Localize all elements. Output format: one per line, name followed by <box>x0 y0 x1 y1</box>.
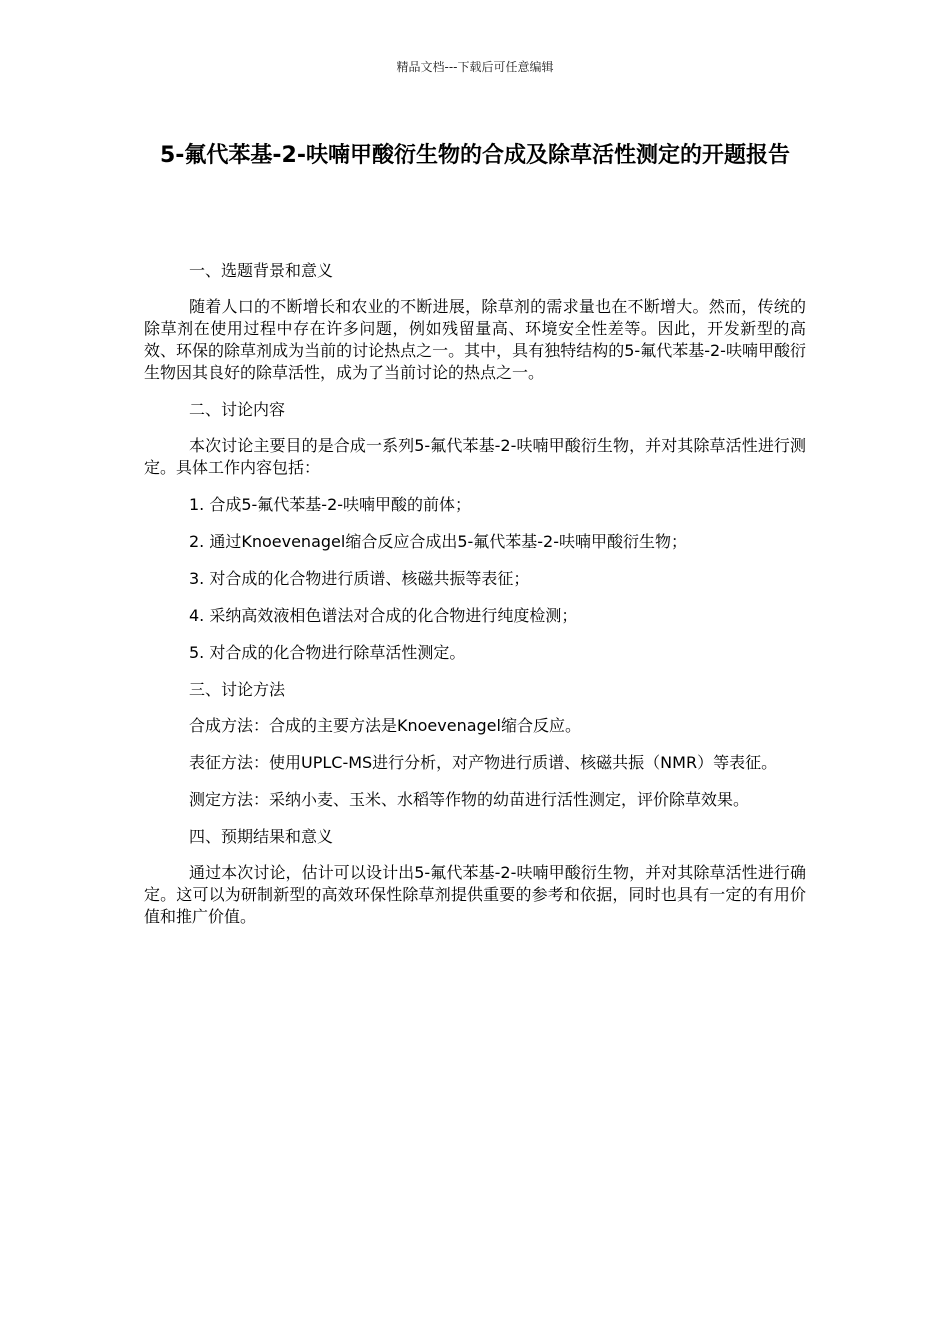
document-body <box>144 260 806 943</box>
paragraph-method-characterization: 表征方法：使用UPLC-MS进行分析，对产物进行质谱、核磁共振（NMR）等表征。 <box>189 753 778 772</box>
section-heading-content: 二、讨论内容 <box>189 400 286 419</box>
list-item: 2. 通过Knoevenagel缩合反应合成出5-氟代苯基-2-呋喃甲酸衍生物； <box>189 532 688 551</box>
list-item: 5. 对合成的化合物进行除草活性测定。 <box>189 643 466 662</box>
document-title: 5-氟代苯基-2-呋喃甲酸衍生物的合成及除草活性测定的开题报告 <box>159 143 790 168</box>
paragraph-method-synthesis: 合成方法：合成的主要方法是Knoevenagel缩合反应。 <box>189 716 581 735</box>
header-note: 精品文档---下载后可任意编辑 <box>396 60 554 74</box>
list-item: 4. 采纳高效液相色谱法对合成的化合物进行纯度检测； <box>189 606 578 625</box>
paragraph-method-assay: 测定方法：采纳小麦、玉米、水稻等作物的幼苗进行活性测定，评价除草效果。 <box>189 790 750 809</box>
section-heading-background: 一、选题背景和意义 <box>189 261 334 280</box>
paragraph-results: 通过本次讨论，估计可以设计出5-氟代苯基-2-呋喃甲酸衍生物，并对其除草活性进行确定。这可以为研制新型的高效环保性除草剂提供重要的参考和依据，同时也具有一定的有用价值和推广价值。 <box>144 863 806 926</box>
section-heading-results: 四、预期结果和意义 <box>189 827 334 846</box>
section-heading-methods: 三、讨论方法 <box>189 680 286 699</box>
paragraph-background: 随着人口的不断增长和农业的不断进展，除草剂的需求量也在不断增大。然而，传统的除草剂在使用过程中存在许多问题，例如残留量高、环境安全性差等。因此，开发新型的高效、环保的除草剂成为当前的讨论热点之一。其中，具有独特结构的5-氟代苯基-2-呋喃甲酸衍生物因其良好的除草活性，成为了当前讨论的热点之一。 <box>144 297 806 382</box>
list-item: 1. 合成5-氟代苯基-2-呋喃甲酸的前体； <box>189 495 472 514</box>
list-item: 3. 对合成的化合物进行质谱、核磁共振等表征； <box>189 569 530 588</box>
paragraph-content-intro: 本次讨论主要目的是合成一系列5-氟代苯基-2-呋喃甲酸衍生物，并对其除草活性进行测定。具体工作内容包括： <box>144 436 806 477</box>
